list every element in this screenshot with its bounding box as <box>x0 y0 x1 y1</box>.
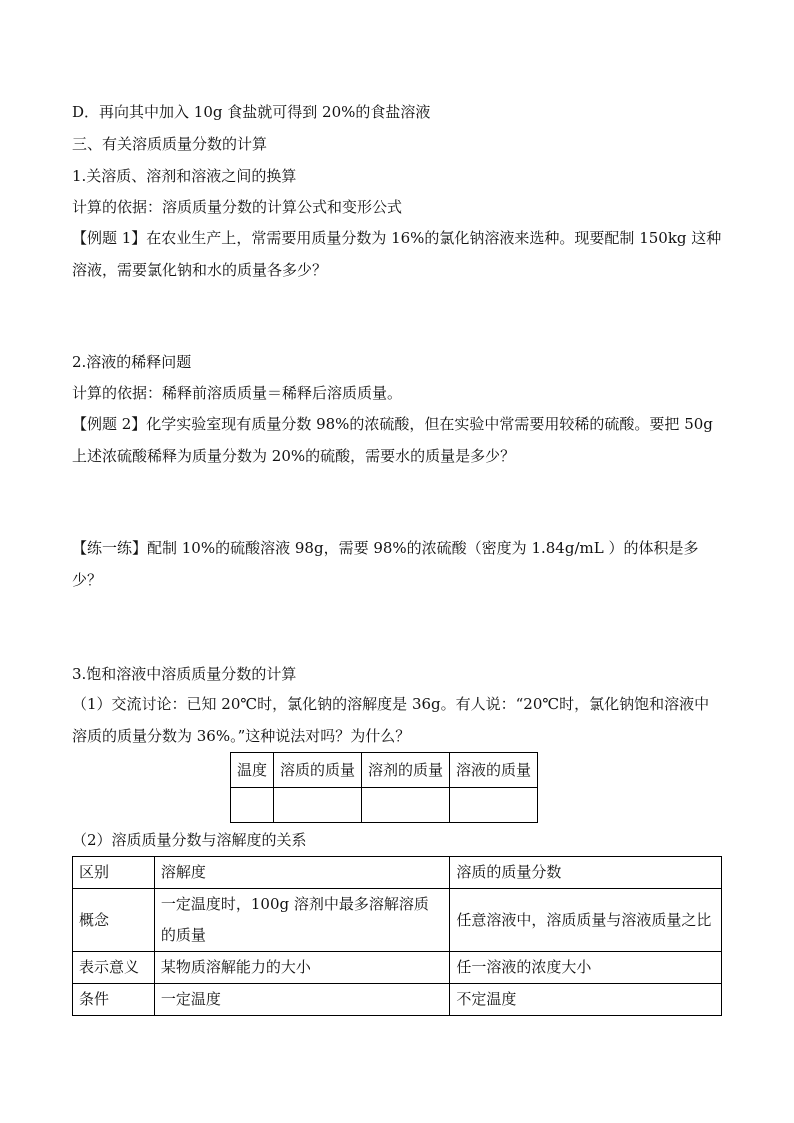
example-1-text: 【例题 1】在农业生产上，常需要用质量分数为 16%的氯化钠溶液来选种。现要配制 150kg 这种溶液，需要氯化钠和水的质量各多少？ <box>72 229 722 279</box>
table-cell: 任一溶液的浓度大小 <box>450 952 722 984</box>
relation-heading: （2）溶质质量分数与溶解度的关系 <box>72 831 307 849</box>
table-header-cell: 溶剂的质量 <box>362 753 450 788</box>
table-header-cell: 溶解度 <box>154 857 450 889</box>
table-cell: 一定温度 <box>154 984 450 1016</box>
table-header-cell: 溶液的质量 <box>450 753 538 788</box>
comparison-table <box>72 856 722 1016</box>
example-2-text: 【例题 2】化学实验室现有质量分数 98%的浓硫酸，但在实验中常需要用较稀的硫酸。要把 50g 上述浓硫酸稀释为质量分数为 20%的硫酸，需要水的质量是多少？ <box>72 415 713 465</box>
calculation-basis-1: 计算的依据：溶质质量分数的计算公式和变形公式 <box>72 198 403 216</box>
table-cell: 条件 <box>73 984 155 1016</box>
table-cell: 表示意义 <box>73 952 155 984</box>
table-row <box>73 889 722 952</box>
empty-cell[interactable] <box>362 788 450 823</box>
option-d-text: D．再向其中加入 10g 食盐就可得到 20%的食盐溶液 <box>72 103 431 121</box>
practice-text: 【练一练】配制 10%的硫酸溶液 98g，需要 98%的浓硫酸（密度为 1.84g/mL ）的体积是多少？ <box>72 539 699 589</box>
empty-cell[interactable] <box>450 788 538 823</box>
table-header-row <box>231 753 538 788</box>
table-header-cell: 温度 <box>231 753 274 788</box>
calculation-basis-2: 计算的依据：稀释前溶质质量＝稀释后溶质质量。 <box>72 384 403 402</box>
table-header-cell: 区别 <box>73 857 155 889</box>
table-cell: 某物质溶解能力的大小 <box>154 952 450 984</box>
table-header-row <box>73 857 722 889</box>
subsection-3-heading: 3.饱和溶液中溶质质量分数的计算 <box>72 665 297 683</box>
section-3-heading: 三、有关溶质质量分数的计算 <box>72 135 268 153</box>
subsection-2-heading: 2.溶液的稀释问题 <box>72 353 192 371</box>
empty-cell[interactable] <box>231 788 274 823</box>
table-cell: 一定温度时，100g 溶剂中最多溶解溶质的质量 <box>154 889 450 952</box>
table-header-cell: 溶质的质量分数 <box>450 857 722 889</box>
empty-cell[interactable] <box>274 788 362 823</box>
table-cell: 概念 <box>73 889 155 952</box>
table-row <box>73 984 722 1016</box>
discussion-text: （1）交流讨论：已知 20℃时，氯化钠的溶解度是 36g。有人说：“20℃时，氯化钠饱和溶液中溶质的质量分数为 36%。”这种说法对吗？为什么？ <box>72 695 710 745</box>
table-cell: 任意溶液中，溶质质量与溶液质量之比 <box>450 889 722 952</box>
subsection-1-heading: 1.关溶质、溶剂和溶液之间的换算 <box>72 167 297 185</box>
table-row <box>231 788 538 823</box>
table-header-cell: 溶质的质量 <box>274 753 362 788</box>
table-cell: 不定温度 <box>450 984 722 1016</box>
table-row <box>73 952 722 984</box>
mass-table <box>230 752 538 823</box>
